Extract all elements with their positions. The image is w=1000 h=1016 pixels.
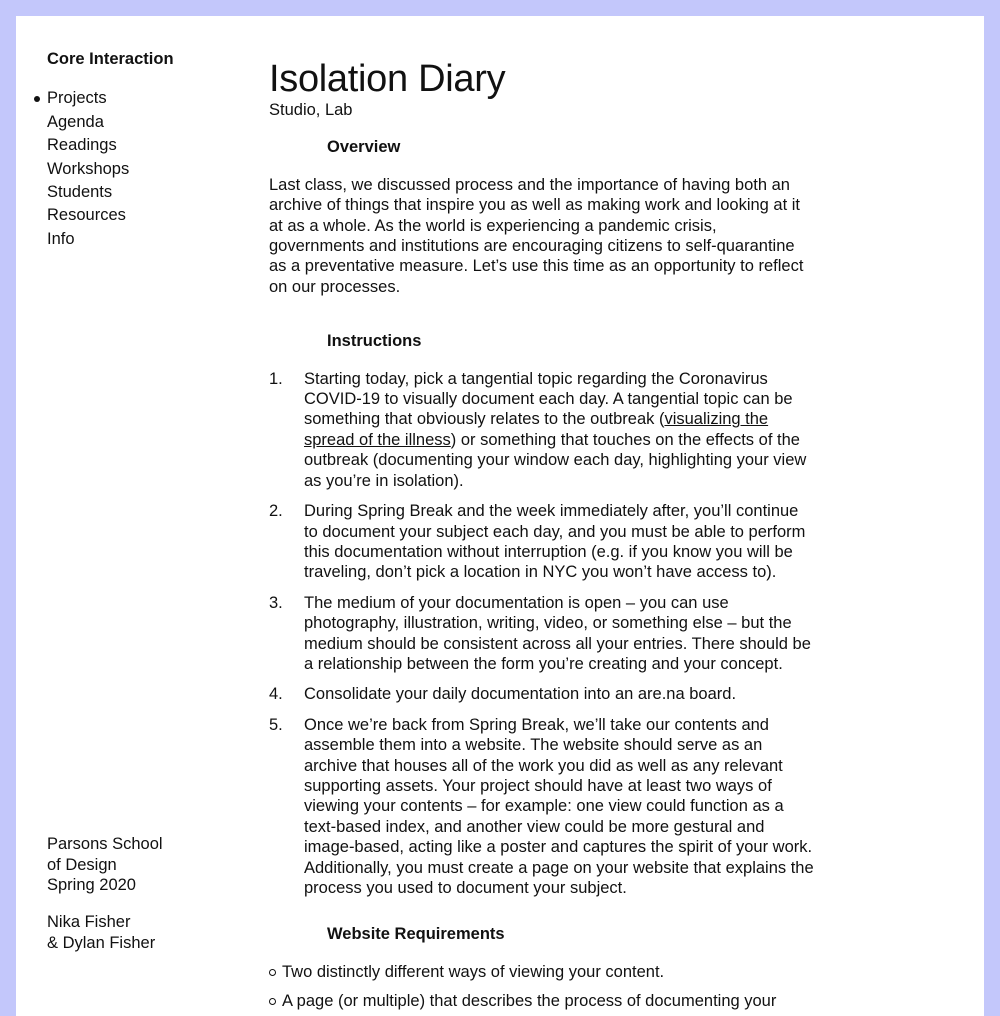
instruction-number: 1. [269,369,283,388]
instruction-text: ) or something that touches on the effects of the outbreak (documenting your window each day, highlighting your view as you’re in isolation). [304,430,807,490]
instruction-item [269,715,814,899]
overview-heading: Overview [327,138,401,157]
nav-item-resources[interactable]: Resources [47,206,126,225]
instructions-list [269,369,814,899]
overview-text: Last class, we discussed process and the importance of having both an archive of things that inspire you as well as making work and looking at it at as a whole. As the world is experiencing a pandemic crisis, governments and institutions are encouraging citizens to self-quarantine as a preventative measure. Let’s use this time as an opportunity to reflect on our processes. [269,175,804,296]
author-name: Nika Fisher [47,913,131,931]
school-info [47,834,163,896]
site-title-link[interactable]: Core Interaction [47,50,174,68]
website-requirements-heading: Website Requirements [327,925,505,944]
requirements-list [269,962,814,1012]
instruction-item [269,684,814,704]
requirement-item: A page (or multiple) that describes the process of documenting your [269,991,814,1011]
instructions-heading: Instructions [327,332,422,351]
instruction-item [269,593,814,675]
instruction-text: Once we’re back from Spring Break, we’ll take our contents and assemble them into a website. The website should serve as an archive that houses all of the work you did as well as any relevant supporting assets. Your project should have at least two ways of viewing your contents – for example: one view could function as a text-based index, and another view could be more gestural and image-based, acting like a poster and captures the spirit of your work. Additionally, you must create a page on your website that explains the process you used to document your subject. [304,715,814,897]
sidebar [47,48,247,251]
instruction-text: Consolidate your daily documentation into an are.na board. [304,685,737,704]
requirement-item: Two distinctly different ways of viewing your content. [269,962,814,982]
instruction-text: The medium of your documentation is open – you can use photography, illustration, writing, video, or something else – but the medium should be consistent across all your entries. There should be a relationship between the form you’re creating and your concept. [304,593,811,673]
instruction-number: 3. [269,593,283,612]
spread-of-illness-link[interactable]: visualizing the spread of the illness [304,410,769,449]
instruction-number: 2. [269,502,283,521]
instruction-text: Starting today, pick a tangential topic regarding the Coronavirus COVID-19 to visually document each day. A tangential topic can be something that obviously relates to the outbreak ( [304,369,793,429]
nav-item-agenda[interactable]: Agenda [47,112,104,131]
author-name: & Dylan Fisher [47,933,156,952]
school-line: of Design [47,855,117,874]
nav-item-workshops[interactable]: Workshops [47,159,130,178]
school-line: Parsons School [47,835,163,853]
nav-item-readings[interactable]: Readings [47,136,117,155]
page-subtitle: Studio, Lab [269,101,353,119]
authors-info [47,912,155,953]
page-title: Isolation Diary [269,58,506,100]
page [16,16,984,1016]
nav-item-projects[interactable]: Projects [47,87,247,110]
main-nav [47,87,247,251]
instruction-text: During Spring Break and the week immediately after, you’ll continue to document your subject each day, and you must be able to perform this documentation without interruption (e.g. if you know you will be traveling, don’t pick a location in NYC you won’t have access to). [304,502,806,582]
main-content [269,56,814,1016]
nav-item-students[interactable]: Students [47,183,113,202]
instruction-item [269,501,814,583]
instruction-item [269,369,814,491]
instruction-number: 5. [269,715,283,734]
nav-item-info[interactable]: Info [47,229,75,248]
instruction-number: 4. [269,685,283,704]
term-line: Spring 2020 [47,876,136,894]
